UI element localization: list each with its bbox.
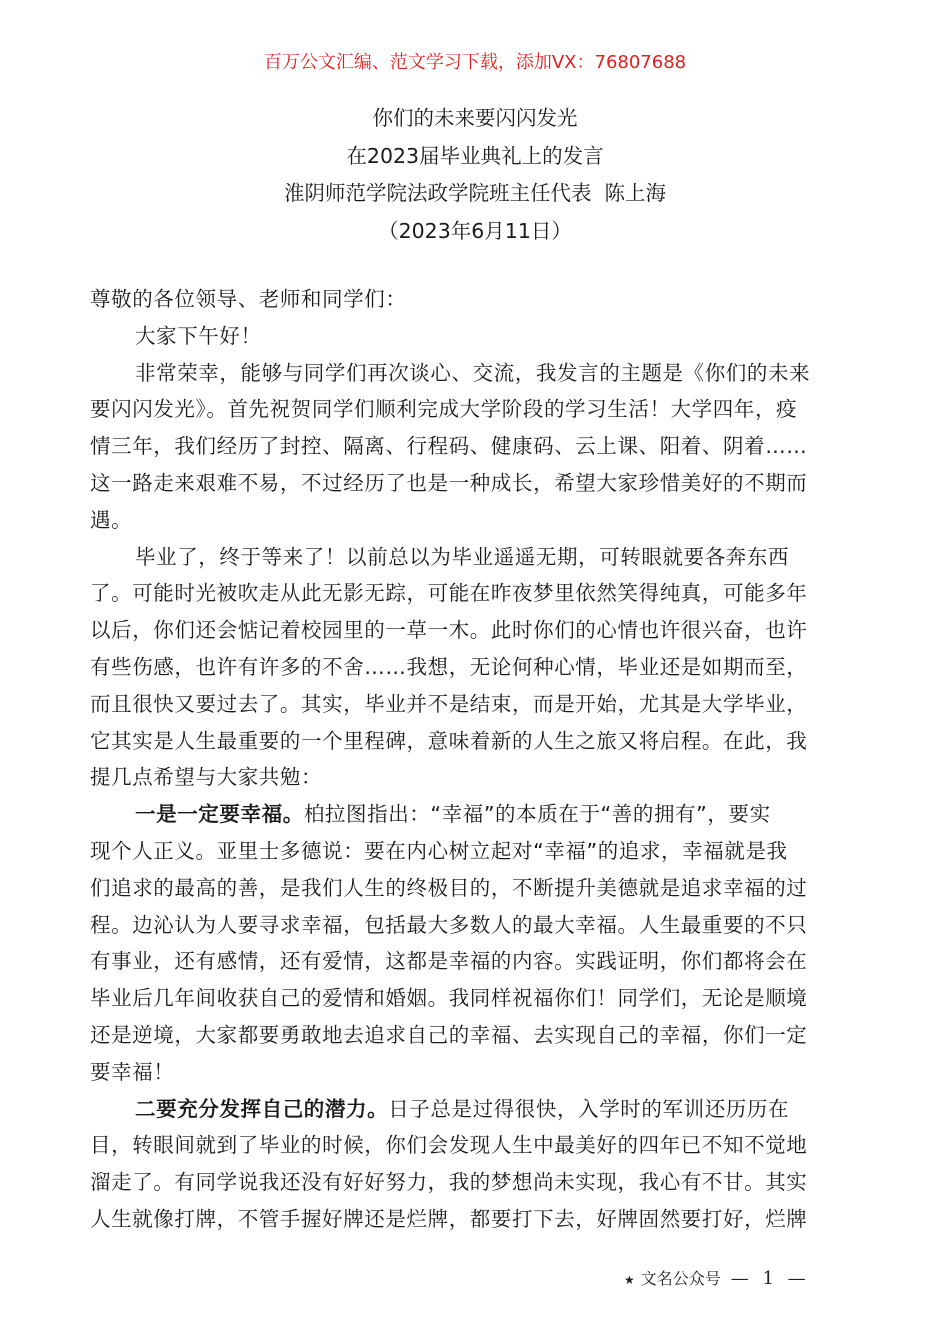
speech-date: （2023年6月11日） — [378, 218, 572, 243]
body-line: 而且很快又要过去了。其实，毕业并不是结束，而是开始，尤其是大学毕业， — [90, 691, 808, 716]
salutation: 尊敬的各位领导、老师和同学们： — [90, 287, 407, 311]
point-two-line — [90, 1091, 865, 1128]
body-line: 有些伤感，也许有许多的不舍……我想，无论何种心情，毕业还是如期而至， — [90, 654, 808, 679]
body-line: 情三年，我们经历了封控、隔离、行程码、健康码、云上课、阳着、阴着…… — [90, 434, 808, 459]
body-line: 有事业，还有感情，还有爱情，这都是幸福的内容。实践证明，你们都将会在 — [90, 949, 808, 974]
body-line: 毕业后几年间收获自己的爱情和婚姻。我同样祝福你们！同学们，无论是顺境 — [90, 986, 808, 1011]
download-banner: 百万公文汇编、范文学习下载，添加VX：76807688 — [263, 52, 687, 73]
body-line: 要闪闪发光》。首先祝贺同学们顺利完成大学阶段的学习生活！大学四年，疫 — [90, 397, 798, 422]
page-number: — 1 — — [730, 1268, 810, 1289]
body-line: 遇。 — [90, 507, 133, 532]
body-line-text: 日子总是过得很快，入学时的军训还历历在 — [388, 1096, 790, 1121]
body-line: 提几点希望与大家共勉： — [90, 765, 323, 790]
point-one-line — [90, 796, 865, 833]
point-two-heading: 二要充分发挥自己的潜力。 — [135, 1096, 389, 1121]
body-line: 人生就像打牌，不管手握好牌还是烂牌，都要打下去，好牌固然要打好，烂牌 — [90, 1206, 808, 1231]
star-icon: ★ — [624, 1273, 635, 1287]
speaker-line: 淮阴师范学院法政学院班主任代表 陈上海 — [283, 181, 667, 205]
footer-label: 文名公众号 — [640, 1269, 721, 1288]
body-line: 它其实是人生最重要的一个里程碑，意味着新的人生之旅又将启程。在此，我 — [90, 728, 808, 753]
point-one-heading: 一是一定要幸福。 — [135, 802, 304, 827]
document-title: 你们的未来要闪闪发光 — [372, 106, 578, 130]
speech-body — [90, 281, 865, 1238]
body-line: 还是逆境，大家都要勇敢地去追求自己的幸福、去实现自己的幸福，你们一定 — [90, 1022, 808, 1047]
body-line: 了。可能时光被吹走从此无影无踪，可能在昨夜梦里依然笑得纯真，可能多年 — [90, 581, 808, 606]
body-line-text: 柏拉图指出：“幸福”的本质在于“善的拥有”，要实 — [303, 802, 771, 827]
body-line: 非常荣幸，能够与同学们再次谈心、交流，我发言的主题是《你们的未来 — [135, 360, 811, 385]
body-line: 这一路走来艰难不易，不过经历了也是一种成长，希望大家珍惜美好的不期而 — [90, 470, 808, 495]
body-line: 要幸福！ — [90, 1059, 175, 1084]
body-line: 现个人正义。亚里士多德说：要在内心树立起对“幸福”的追求，幸福就是我 — [90, 838, 788, 863]
body-line: 目，转眼间就到了毕业的时候，你们会发现人生中最美好的四年已不知不觉地 — [90, 1133, 808, 1158]
title-block — [0, 100, 950, 250]
body-line: 程。边沁认为人要寻求幸福，包括最大多数人的最大幸福。人生最重要的不只 — [90, 912, 808, 937]
body-line: 溜走了。有同学说我还没有好好努力，我的梦想尚未实现，我心有不甘。其实 — [90, 1170, 808, 1195]
body-line: 毕业了，终于等来了！以前总以为毕业遥遥无期，可转眼就要各奔东西 — [135, 544, 790, 569]
body-line: 以后，你们还会惦记着校园里的一草一木。此时你们的心情也许很兴奋，也许 — [90, 618, 808, 643]
greeting: 大家下午好！ — [135, 323, 262, 348]
document-subtitle: 在2023届毕业典礼上的发言 — [346, 143, 604, 168]
body-line: 们追求的最高的善，是我们人生的终极目的，不断提升美德就是追求幸福的过 — [90, 875, 808, 900]
page-footer — [624, 1266, 810, 1289]
